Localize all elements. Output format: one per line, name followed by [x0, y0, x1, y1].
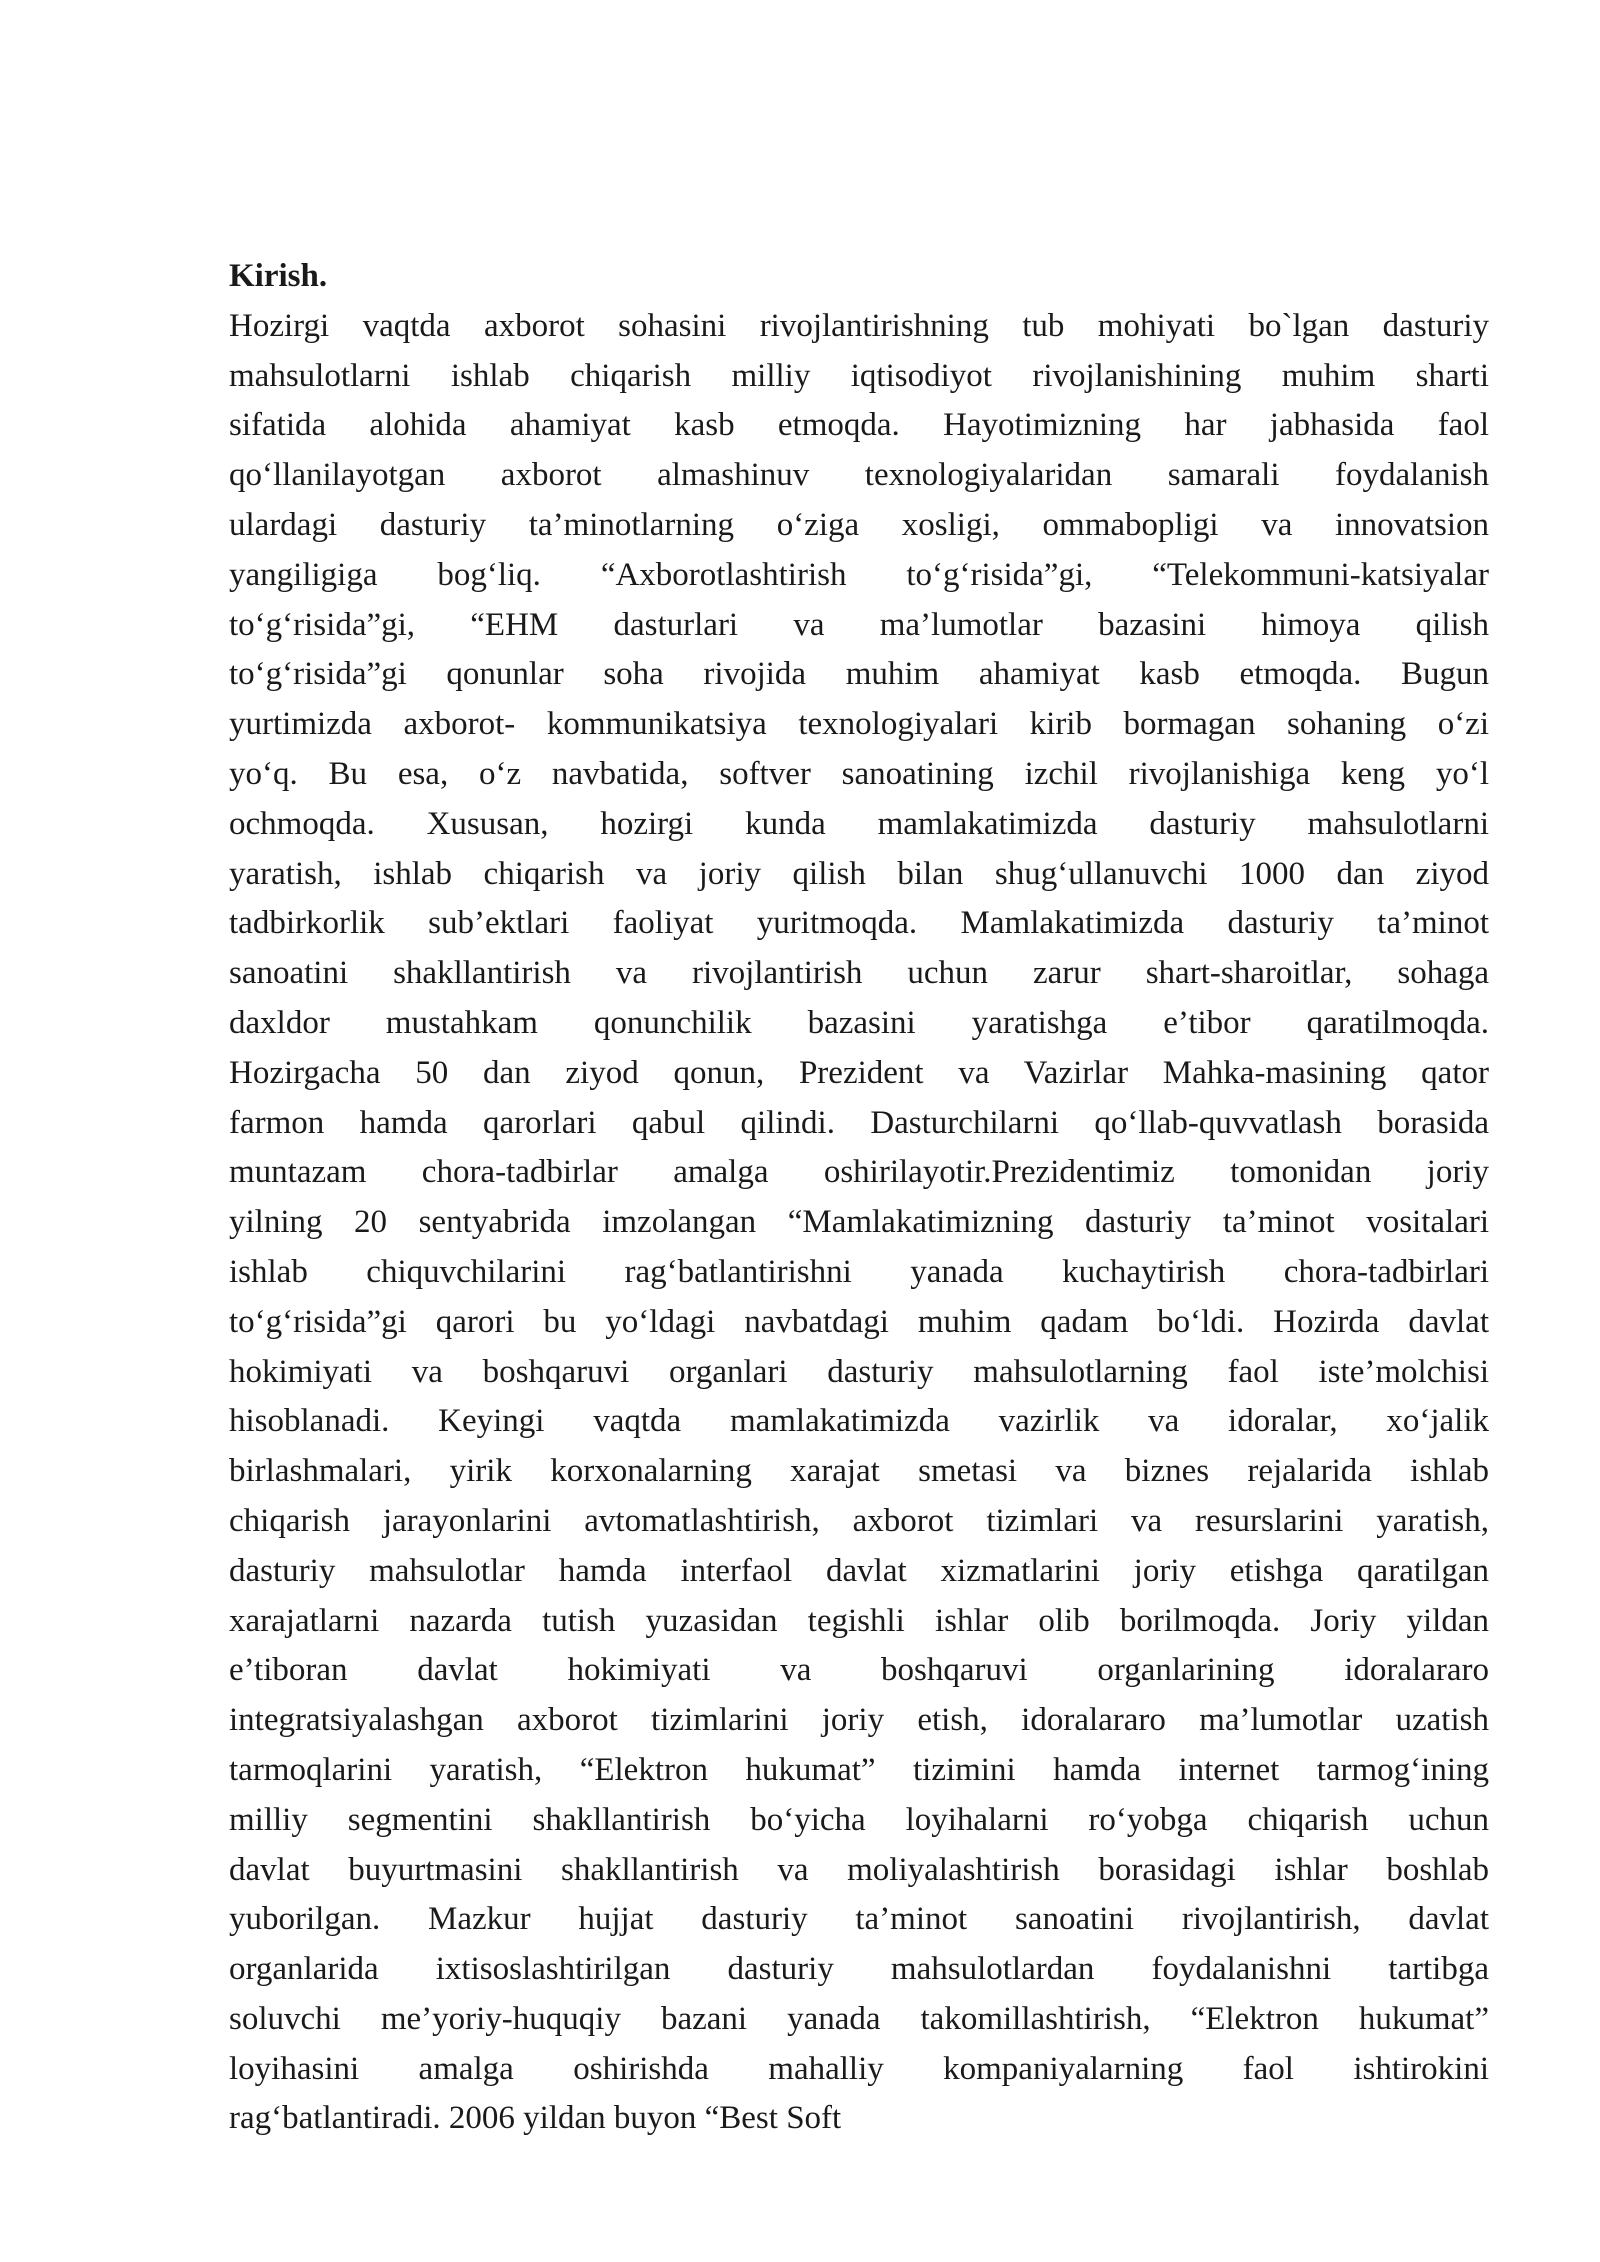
paragraph-line: ishlab chiquvchilarini rag‘batlantirishni yanada kuchaytirish chora-tadbirlari: [229, 1253, 1489, 1290]
paragraph-line: yangiligiga bog‘liq. “Axborotlashtirish to‘g‘risida”gi, “Telekommuni-katsiyalar: [229, 556, 1489, 593]
paragraph-line: loyihasini amalga oshirishda mahalliy kompaniyalarning faol ishtirokini: [229, 2050, 1489, 2087]
paragraph-line: organlarida ixtisoslashtirilgan dasturiy mahsulotlardan foydalanishni tartibga: [229, 1951, 1489, 1988]
paragraph-line: hokimiyati va boshqaruvi organlari dasturiy mahsulotlarning faol iste’molchisi: [229, 1353, 1489, 1390]
paragraph-line: birlashmalari, yirik korxonalarning xarajat smetasi va biznes rejalarida ishlab: [229, 1453, 1489, 1490]
paragraph-line: to‘g‘risida”gi, “EHM dasturlari va ma’lumotlar bazasini himoya qilish: [229, 606, 1489, 643]
section-heading: Kirish.: [229, 258, 328, 294]
paragraph-line: yilning 20 sentyabrida imzolangan “Mamlakatimizning dasturiy ta’minot vositalari: [229, 1204, 1489, 1241]
paragraph-line: to‘g‘risida”gi qarori bu yo‘ldagi navbatdagi muhim qadam bo‘ldi. Hozirda davlat: [229, 1303, 1489, 1340]
paragraph-line: yo‘q. Bu esa, o‘z navbatida, softver sanoatining izchil rivojlanishiga keng yo‘l: [229, 755, 1489, 792]
paragraph-line: Hozirgi vaqtda axborot sohasini rivojlantirishning tub mohiyati bo`lgan dasturiy: [229, 307, 1489, 344]
paragraph: [229, 302, 1489, 2144]
document-body: [229, 252, 1489, 2144]
paragraph-line: yurtimizda axborot- kommunikatsiya texnologiyalari kirib bormagan sohaning o‘zi: [229, 706, 1489, 743]
paragraph-line: integratsiyalashgan axborot tizimlarini joriy etish, idoralararo ma’lumotlar uzatish: [229, 1702, 1489, 1739]
paragraph-line: tadbirkorlik sub’ektlari faoliyat yuritmoqda. Mamlakatimizda dasturiy ta’minot: [229, 905, 1489, 942]
paragraph-line: hisoblanadi. Keyingi vaqtda mamlakatimizda vazirlik va idoralar, xo‘jalik: [229, 1403, 1489, 1440]
paragraph-line: ochmoqda. Xususan, hozirgi kunda mamlakatimizda dasturiy mahsulotlarni: [229, 805, 1489, 842]
paragraph-line: mahsulotlarni ishlab chiqarish milliy iqtisodiyot rivojlanishining muhim sharti: [229, 357, 1489, 394]
paragraph-line: e’tiboran davlat hokimiyati va boshqaruvi organlarining idoralararo: [229, 1652, 1489, 1689]
paragraph-line: sanoatini shakllantirish va rivojlantirish uchun zarur shart-sharoitlar, sohaga: [229, 955, 1489, 992]
paragraph-line: xarajatlarni nazarda tutish yuzasidan tegishli ishlar olib borilmoqda. Joriy yildan: [229, 1602, 1489, 1639]
paragraph-line: sifatida alohida ahamiyat kasb etmoqda. Hayotimizning har jabhasida faol: [229, 407, 1489, 444]
paragraph-line: milliy segmentini shakllantirish bo‘yicha loyihalarni ro‘yobga chiqarish uchun: [229, 1801, 1489, 1838]
paragraph-line: yuborilgan. Mazkur hujjat dasturiy ta’minot sanoatini rivojlantirish, davlat: [229, 1901, 1489, 1938]
paragraph-line: qo‘llanilayotgan axborot almashinuv texnologiyalaridan samarali foydalanish: [229, 457, 1489, 494]
paragraph-line: muntazam chora-tadbirlar amalga oshirilayotir.Prezidentimiz tomonidan joriy: [229, 1154, 1489, 1191]
paragraph-line: dasturiy mahsulotlar hamda interfaol davlat xizmatlarini joriy etishga qaratilgan: [229, 1552, 1489, 1589]
paragraph-line: farmon hamda qarorlari qabul qilindi. Dasturchilarni qo‘llab-quvvatlash borasida: [229, 1104, 1489, 1141]
paragraph-line: to‘g‘risida”gi qonunlar soha rivojida muhim ahamiyat kasb etmoqda. Bugun: [229, 656, 1489, 693]
paragraph-line: chiqarish jarayonlarini avtomatlashtirish, axborot tizimlari va resurslarini yaratish,: [229, 1502, 1489, 1539]
paragraph-line: tarmoqlarini yaratish, “Elektron hukumat” tizimini hamda internet tarmog‘ining: [229, 1751, 1489, 1788]
paragraph-line: Hozirgacha 50 dan ziyod qonun, Prezident va Vazirlar Mahka-masining qator: [229, 1054, 1489, 1091]
paragraph-line: rag‘batlantiradi. 2006 yildan buyon “Best Soft: [229, 2100, 842, 2137]
paragraph-line: ulardagi dasturiy ta’minotlarning o‘ziga xosligi, ommabopligi va innovatsion: [229, 506, 1489, 543]
paragraph-line: yaratish, ishlab chiqarish va joriy qilish bilan shug‘ullanuvchi 1000 dan ziyod: [229, 855, 1489, 892]
paragraph-line: daxldor mustahkam qonunchilik bazasini yaratishga e’tibor qaratilmoqda.: [229, 1004, 1489, 1041]
paragraph-line: davlat buyurtmasini shakllantirish va moliyalashtirish borasidagi ishlar boshlab: [229, 1851, 1489, 1888]
paragraph-line: soluvchi me’yoriy-huquqiy bazani yanada takomillashtirish, “Elektron hukumat”: [229, 2000, 1489, 2037]
